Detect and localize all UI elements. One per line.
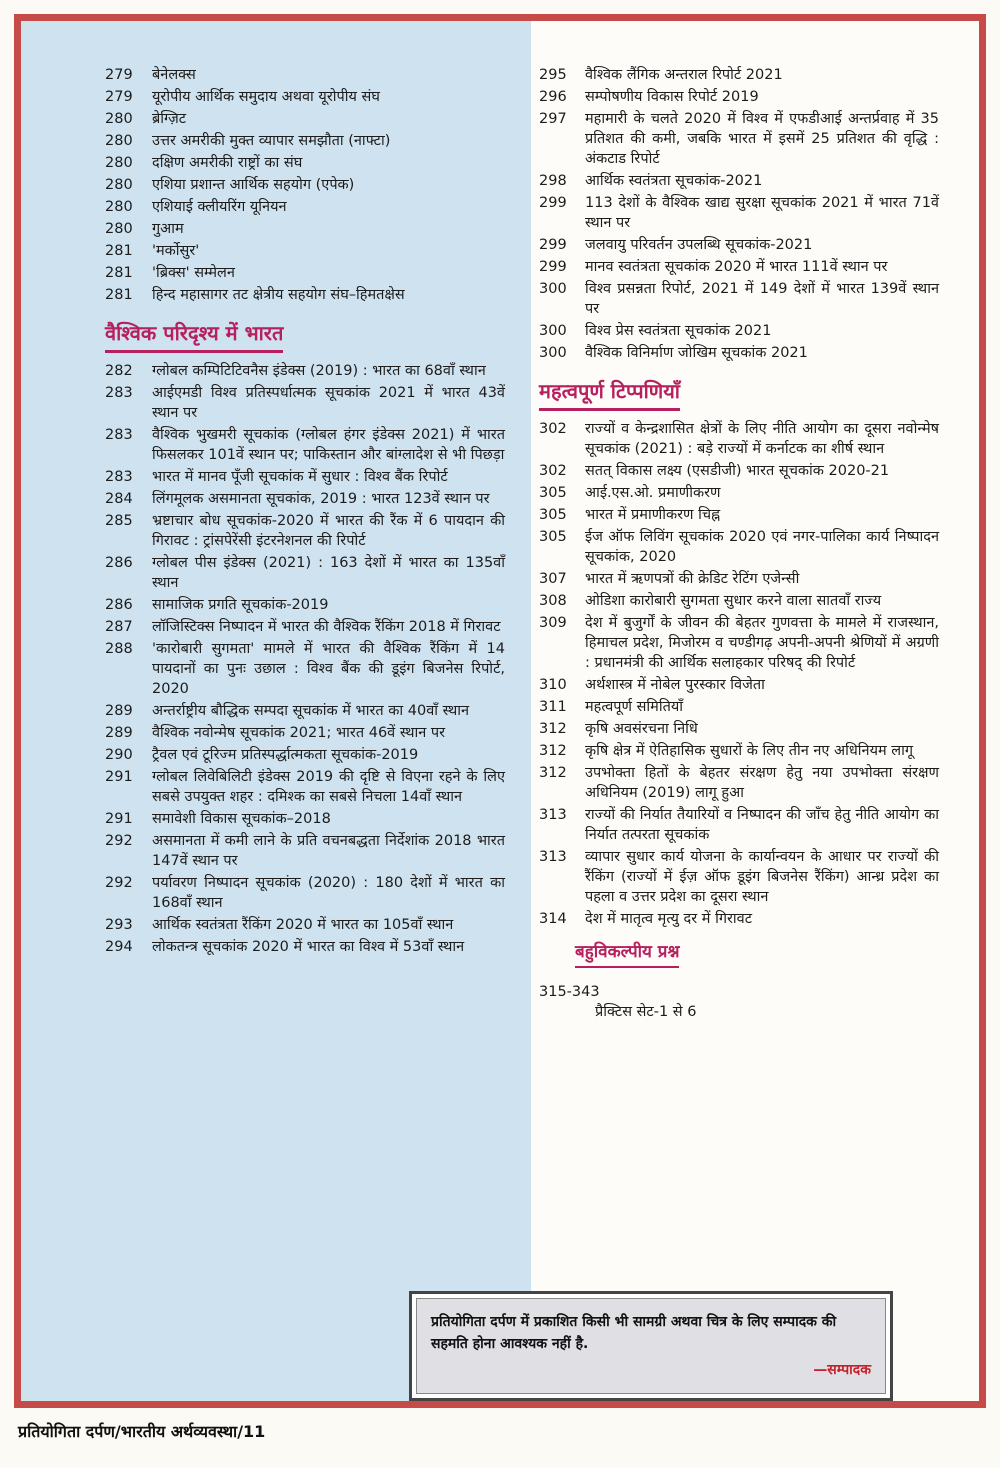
toc-entry-title: लॉजिस्टिक्स निष्पादन में भारत की वैश्विक रैंकिंग 2018 में गिरावट: [152, 619, 501, 635]
toc-page-number: 299: [539, 237, 567, 253]
toc-entry-title: कृषि अवसंरचना निधि: [585, 721, 698, 737]
mcq-page-range: 315-343: [539, 984, 600, 1000]
toc-entry-title: वैश्विक विनिर्माण जोखिम सूचकांक 2021: [585, 345, 808, 361]
toc-entry: [105, 723, 505, 743]
toc-entry: [539, 257, 939, 277]
toc-entry-title: ओडिशा कारोबारी सुगमता सुधार करने वाला सातवाँ राज्य: [585, 593, 882, 609]
toc-page-number: 305: [539, 529, 567, 545]
toc-entry: [539, 65, 939, 85]
toc-entry-title: विश्व प्रेस स्वतंत्रता सूचकांक 2021: [585, 323, 772, 339]
toc-entry-title: एशिया प्रशान्त आर्थिक सहयोग (एपेक): [152, 177, 355, 193]
toc-entry-title: राज्यों व केन्द्रशासित क्षेत्रों के लिए नीति आयोग का दूसरा नवोन्मेष सूचकांक (2021) : बड़े राज्यों में कर्नाटक का शीर्ष स्थान: [585, 421, 939, 457]
editor-notice-text: प्रतियोगिता दर्पण में प्रकाशित किसी भी सामग्री अथवा चित्र के लिए सम्पादक की सहमति होना आवश्यक नहीं है.: [431, 1314, 837, 1352]
toc-page-number: 285: [105, 513, 133, 529]
page-frame: [14, 14, 986, 1408]
toc-entry: [105, 425, 505, 465]
toc-entry-title: वैश्विक लैंगिक अन्तराल रिपोर्ट 2021: [585, 67, 783, 83]
toc-entry: [539, 805, 939, 845]
toc-entry-title: ग्लोबल कम्पिटिटिवनैस इंडेक्स (2019) : भारत का 68वाँ स्थान: [152, 363, 486, 379]
toc-entry: [539, 343, 939, 363]
toc-entry-title: महत्वपूर्ण समितियाँ: [585, 699, 684, 715]
toc-page-number: 297: [539, 111, 567, 127]
toc-entry: [105, 175, 505, 195]
toc-page-number: 312: [539, 721, 567, 737]
section-heading-global-india: वैश्विक परिदृश्य में भारत: [105, 319, 283, 353]
toc-entry: [539, 279, 939, 319]
toc-page-number: 289: [105, 703, 133, 719]
toc-entry: [539, 909, 939, 929]
toc-entry-title: पर्यावरण निष्पादन सूचकांक (2020) : 180 देशों में भारत का 168वाँ स्थान: [152, 875, 505, 911]
toc-entry: [105, 701, 505, 721]
toc-page-number: 279: [105, 89, 133, 105]
toc-entry: [539, 193, 939, 233]
toc-page-number: 300: [539, 323, 567, 339]
toc-entry-title: आर्थिक स्वतंत्रता रैंकिंग 2020 में भारत का 105वाँ स्थान: [152, 917, 454, 933]
toc-page-number: 294: [105, 939, 133, 955]
toc-entry: [105, 489, 505, 509]
toc-page-number: 293: [105, 917, 133, 933]
toc-page-number: 283: [105, 469, 133, 485]
toc-entry: [105, 219, 505, 239]
toc-entry: [539, 697, 939, 717]
toc-page-number: 280: [105, 199, 133, 215]
toc-page-number: 313: [539, 807, 567, 823]
toc-entry: [105, 153, 505, 173]
toc-page-number: 305: [539, 485, 567, 501]
toc-entry: [539, 87, 939, 107]
toc-page-number: 281: [105, 287, 133, 303]
toc-entry-title: व्यापार सुधार कार्य योजना के कार्यान्वयन के आधार पर राज्यों की रैंकिंग (राज्यों में ईज़ ऑफ डूइंग बिजनेस रैंकिंग) आन्ध्र प्रदेश का पहला व उत्तर प्रदेश का दूसरा स्थान: [585, 849, 939, 905]
toc-page-number: 302: [539, 421, 567, 437]
toc-entry-title: अन्तर्राष्ट्रीय बौद्धिक सम्पदा सूचकांक में भारत का 40वाँ स्थान: [152, 703, 470, 719]
toc-page-number: 288: [105, 641, 133, 657]
toc-page-number: 284: [105, 491, 133, 507]
toc-entry-title: मानव स्वतंत्रता सूचकांक 2020 में भारत 111वें स्थान पर: [585, 259, 888, 275]
toc-entry: [105, 131, 505, 151]
toc-page-number: 313: [539, 849, 567, 865]
toc-entry: [539, 419, 939, 459]
toc-entry: [105, 263, 505, 283]
toc-page-number: 289: [105, 725, 133, 741]
toc-entry: [539, 591, 939, 611]
toc-entry-title: समावेशी विकास सूचकांक–2018: [152, 811, 331, 827]
toc-entry-title: महामारी के चलते 2020 में विश्व में एफडीआई अन्तर्प्रवाह में 35 प्रतिशत की कमी, जबकि भारत में इसमें 25 प्रतिशत की वृद्धि : अंकटाड रिपोर्ट: [585, 111, 939, 167]
toc-entry-title: आर्थिक स्वतंत्रता सूचकांक-2021: [585, 173, 763, 189]
toc-entry-title: आईएमडी विश्व प्रतिस्पर्धात्मक सूचकांक 2021 में भारत 43वें स्थान पर: [152, 385, 505, 421]
toc-entry-title: 'मर्कोसुर': [152, 243, 200, 259]
right-column: [539, 65, 939, 1022]
toc-entry-title: 113 देशों के वैश्विक खाद्य सुरक्षा सूचकांक 2021 में भारत 71वें स्थान पर: [585, 195, 939, 231]
toc-entry-title: लिंगमूलक असमानता सूचकांक, 2019 : भारत 123वें स्थान पर: [152, 491, 490, 507]
toc-page-number: 280: [105, 111, 133, 127]
toc-entry-title: ईज ऑफ लिविंग सूचकांक 2020 एवं नगर-पालिका कार्य निष्पादन सूचकांक, 2020: [585, 529, 939, 565]
toc-entry-title: अर्थशास्त्र में नोबेल पुरस्कार विजेता: [585, 677, 765, 693]
toc-entry: [105, 383, 505, 423]
toc-entry-title: 'ब्रिक्स' सम्मेलन: [152, 265, 235, 281]
toc-page-number: 300: [539, 281, 567, 297]
toc-page-number: 295: [539, 67, 567, 83]
toc-entry-title: भारत में मानव पूँजी सूचकांक में सुधार : विश्व बैंक रिपोर्ट: [152, 469, 448, 485]
toc-entry-title: सम्पोषणीय विकास रिपोर्ट 2019: [585, 89, 759, 105]
toc-page-number: 279: [105, 67, 133, 83]
toc-page-number: 292: [105, 833, 133, 849]
toc-entry: [539, 461, 939, 481]
toc-page-number: 299: [539, 195, 567, 211]
toc-page-number: 307: [539, 571, 567, 587]
toc-entry: [539, 321, 939, 341]
toc-page-number: 290: [105, 747, 133, 763]
toc-page-number: 283: [105, 385, 133, 401]
toc-entry: [105, 511, 505, 551]
toc-entry-title: दक्षिण अमरीकी राष्ट्रों का संघ: [152, 155, 303, 171]
toc-entry: [105, 937, 505, 957]
toc-entry-title: ब्रेग्ज़िट: [152, 111, 187, 127]
toc-entry: [539, 505, 939, 525]
toc-entry-title: ट्रैवल एवं टूरिज्म प्रतिस्पर्द्धात्मकता सूचकांक-2019: [152, 747, 419, 763]
toc-page-number: 292: [105, 875, 133, 891]
toc-page-number: 286: [105, 597, 133, 613]
toc-entry: [539, 527, 939, 567]
toc-page-number: 287: [105, 619, 133, 635]
toc-entry-title: भारत में ऋणपत्रों की क्रेडिट रेटिंग एजेन्सी: [585, 571, 800, 587]
toc-entry-title: उत्तर अमरीकी मुक्त व्यापार समझौता (नाफ्टा): [152, 133, 391, 149]
toc-list-top-right: [539, 65, 939, 363]
toc-entry-title: गुआम: [152, 221, 184, 237]
toc-entry: [105, 873, 505, 913]
left-column: [105, 65, 505, 959]
toc-entry: [105, 745, 505, 765]
toc-entry-title: आई.एस.ओ. प्रमाणीकरण: [585, 485, 721, 501]
toc-page-number: 311: [539, 699, 567, 715]
toc-page-number: 280: [105, 155, 133, 171]
toc-entry-title: ग्लोबल पीस इंडेक्स (2021) : 163 देशों में भारत का 135वाँ स्थान: [152, 555, 505, 591]
toc-page-number: 281: [105, 243, 133, 259]
toc-entry: [105, 197, 505, 217]
toc-entry-title: बेनेलक्स: [152, 67, 196, 83]
toc-page-number: 298: [539, 173, 567, 189]
toc-entry: [105, 831, 505, 871]
toc-list-top-left: [105, 65, 505, 305]
toc-entry: [105, 87, 505, 107]
toc-page-number: 291: [105, 769, 133, 785]
toc-entry-title: भारत में प्रमाणीकरण चिह्न: [585, 507, 721, 523]
toc-entry: [105, 361, 505, 381]
toc-entry-title: यूरोपीय आर्थिक समुदाय अथवा यूरोपीय संघ: [152, 89, 380, 105]
toc-entry-title: उपभोक्ता हितों के बेहतर संरक्षण हेतु नया उपभोक्ता संरक्षण अधिनियम (2019) लागू हुआ: [585, 765, 939, 801]
toc-entry: [539, 613, 939, 673]
toc-entry: [105, 553, 505, 593]
toc-entry: [539, 847, 939, 907]
toc-entry: [539, 719, 939, 739]
toc-entry: [105, 809, 505, 829]
toc-page-number: 291: [105, 811, 133, 827]
toc-entry-title: वैश्विक भुखमरी सूचकांक (ग्लोबल हंगर इंडेक्स 2021) में भारत फिसलकर 101वें स्थान पर; पाकिस्तान और बांग्लादेश से भी पिछड़ा: [152, 427, 505, 463]
toc-entry: [539, 171, 939, 191]
toc-page-number: 305: [539, 507, 567, 523]
toc-entry: [539, 763, 939, 803]
toc-entry: [105, 617, 505, 637]
toc-entry: [105, 639, 505, 699]
toc-entry-title: जलवायु परिवर्तन उपलब्धि सूचकांक-2021: [585, 237, 813, 253]
toc-page-number: 299: [539, 259, 567, 275]
toc-entry-title: हिन्द महासागर तट क्षेत्रीय सहयोग संघ–हिमतक्षेस: [152, 287, 405, 303]
editor-signature: —सम्पादक: [813, 1362, 871, 1378]
toc-entry: [105, 109, 505, 129]
toc-entry-title: सतत् विकास लक्ष्य (एसडीजी) भारत सूचकांक 2020-21: [585, 463, 890, 479]
toc-page-number: 282: [105, 363, 133, 379]
toc-entry: [539, 569, 939, 589]
toc-list-bottom-left: [105, 361, 505, 957]
toc-entry: [105, 467, 505, 487]
mcq-entry: [539, 982, 939, 1022]
toc-entry-title: वैश्विक नवोन्मेष सूचकांक 2021; भारत 46वें स्थान पर: [152, 725, 446, 741]
toc-page-number: 286: [105, 555, 133, 571]
toc-entry-title: राज्यों की निर्यात तैयारियों व निष्पादन की जाँच हेतु नीति आयोग का निर्यात तत्परता सूचकांक: [585, 807, 939, 843]
toc-entry: [539, 109, 939, 169]
page-footer: प्रतियोगिता दर्पण/भारतीय अर्थव्यवस्था/11: [18, 1422, 266, 1441]
toc-entry-title: विश्व प्रसन्नता रिपोर्ट, 2021 में 149 देशों में भारत 139वें स्थान पर: [585, 281, 939, 317]
toc-page-number: 312: [539, 765, 567, 781]
toc-entry-title: ग्लोबल लिवेबिलिटी इंडेक्स 2019 की दृष्टि से विएना रहने के लिए सबसे उपयुक्त शहर : दमिश्क का सबसे निचला 14वाँ स्थान: [152, 769, 505, 805]
toc-page-number: 300: [539, 345, 567, 361]
toc-page-number: 309: [539, 615, 567, 631]
toc-entry-title: भ्रष्टाचार बोध सूचकांक-2020 में भारत की रैंक में 6 पायदान की गिरावट : ट्रांसपेरेंसी इंटरनेशनल की रिपोर्ट: [152, 513, 505, 549]
toc-entry: [105, 65, 505, 85]
toc-entry: [105, 767, 505, 807]
mcq-practice-sets: प्रैक्टिस सेट-1 से 6: [595, 1004, 697, 1020]
toc-entry: [539, 741, 939, 761]
toc-entry: [539, 483, 939, 503]
toc-page-number: 308: [539, 593, 567, 609]
toc-entry-title: देश में बुजुर्गों के जीवन की बेहतर गुणवत्ता के मामले में राजस्थान, हिमाचल प्रदेश, मिजोरम व चण्डीगढ़ अपनी-अपनी श्रेणियों में अग्रणी : प्रधानमंत्री की आर्थिक सलाहकार परिषद् की रिपोर्ट: [585, 615, 939, 671]
toc-list-bottom-right: [539, 419, 939, 929]
toc-entry-title: एशियाई क्लीयरिंग यूनियन: [152, 199, 287, 215]
toc-page-number: 283: [105, 427, 133, 443]
toc-page-number: 310: [539, 677, 567, 693]
toc-page-number: 280: [105, 133, 133, 149]
toc-page-number: 281: [105, 265, 133, 281]
toc-entry-title: 'कारोबारी सुगमता' मामले में भारत की वैश्विक रैंकिंग में 14 पायदानों का पुनः उछाल : विश्व बैंक की डूइंग बिजनेस रिपोर्ट, 2020: [152, 641, 505, 697]
toc-page-number: 302: [539, 463, 567, 479]
toc-entry: [539, 235, 939, 255]
toc-page-number: 280: [105, 221, 133, 237]
toc-page-number: 296: [539, 89, 567, 105]
toc-entry-title: लोकतन्त्र सूचकांक 2020 में भारत का विश्व में 53वाँ स्थान: [152, 939, 465, 955]
toc-entry-title: असमानता में कमी लाने के प्रति वचनबद्धता निर्देशांक 2018 भारत 147वें स्थान पर: [152, 833, 505, 869]
editor-notice-inner: [416, 1298, 886, 1394]
toc-page-number: 280: [105, 177, 133, 193]
toc-entry-title: देश में मातृत्व मृत्यु दर में गिरावट: [585, 911, 753, 927]
toc-entry: [105, 595, 505, 615]
toc-entry-title: सामाजिक प्रगति सूचकांक-2019: [152, 597, 329, 613]
toc-entry: [539, 675, 939, 695]
toc-page-number: 312: [539, 743, 567, 759]
toc-page-number: 314: [539, 911, 567, 927]
section-heading-mcq: बहुविकल्पीय प्रश्न: [575, 939, 679, 968]
section-heading-important-notes: महत्वपूर्ण टिप्पणियाँ: [539, 377, 680, 411]
toc-entry: [105, 241, 505, 261]
toc-entry-title: कृषि क्षेत्र में ऐतिहासिक सुधारों के लिए तीन नए अधिनियम लागू: [585, 743, 914, 759]
editor-notice-box: [409, 1291, 893, 1401]
toc-entry: [105, 285, 505, 305]
toc-entry: [105, 915, 505, 935]
